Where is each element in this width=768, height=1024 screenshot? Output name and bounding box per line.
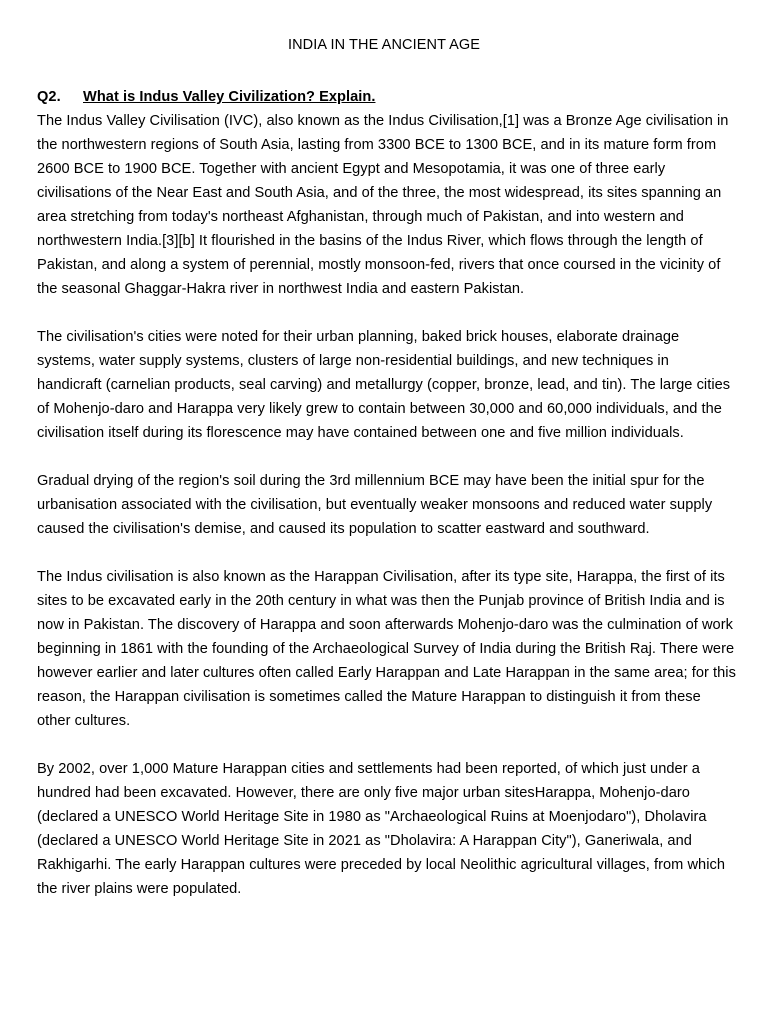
paragraph-4: The Indus civilisation is also known as the Harappan Civilisation, after its type site, Harappa, the first of its sites to be excavated early in the 20th century in what was then the Punjab province of British India and is now in Pakistan. The discovery of Harappa and soon afterwards Mohenjo-daro was the culmination of work beginning in 1861 with the founding of the Archaeological Survey of India during the British Raj. There were however earlier and later cultures often called Early Harappan and Late Harappan in the same area; for this reason, the Harappan civilisation is sometimes called the Mature Harappan to distinguish it from these other cultures. — [37, 569, 736, 729]
paragraph-2: The civilisation's cities were noted for their urban planning, baked brick houses, elaborate drainage systems, water supply systems, clusters of large non-residential buildings, and new techniques in handicraft (carnelian products, seal carving) and metallurgy (copper, bronze, lead, and tin). The large cities of Mohenjo-daro and Harappa very likely grew to contain between 30,000 and 60,000 individuals, and the civilisation itself during its florescence may have contained between one and five million individuals. — [37, 329, 731, 441]
document-body — [37, 85, 737, 925]
question-heading — [37, 85, 737, 109]
document-title: INDIA IN THE ANCIENT AGE — [287, 37, 481, 53]
paragraph-1: The Indus Valley Civilisation (IVC), also known as the Indus Civilisation,[1] was a Bronze Age civilisation in the northwestern regions of South Asia, lasting from 3300 BCE to 1300 BCE, and in its mature form from 2600 BCE to 1900 BCE. Together with ancient Egypt and Mesopotamia, it was one of three early civilisations of the Near East and South Asia, and of the three, the most widespread, its sites spanning an area stretching from today's northeast Afghanistan, through much of Pakistan, and into western and northwestern India.[3][b] It flourished in the basins of the Indus River, which flows through the length of Pakistan, and along a system of perennial, mostly monsoon-fed, rivers that once coursed in the vicinity of the seasonal Ghaggar-Hakra river in northwest India and eastern Pakistan. — [37, 113, 729, 297]
paragraph-5: By 2002, over 1,000 Mature Harappan cities and settlements had been reported, of which just under a hundred had been excavated. However, there are only five major urban sitesHarappa, Mohenjo-daro (declared a UNESCO World Heritage Site in 1980 as "Archaeological Ruins at Moenjodaro"), Dholavira (declared a UNESCO World Heritage Site in 2021 as "Dholavira: A Harappan City"), Ganeriwala, and Rakhigarhi. The early Harappan cultures were preceded by local Neolithic agricultural villages, from which the river plains were populated. — [37, 761, 726, 897]
paragraph-3: Gradual drying of the region's soil during the 3rd millennium BCE may have been the initial spur for the urbanisation associated with the civilisation, but eventually weaker monsoons and reduced water supply caused the civilisation's demise, and caused its population to scatter eastward and southward. — [37, 473, 713, 537]
question-text: What is Indus Valley Civilization? Explain. — [83, 89, 376, 105]
question-number: Q2. — [37, 89, 61, 105]
